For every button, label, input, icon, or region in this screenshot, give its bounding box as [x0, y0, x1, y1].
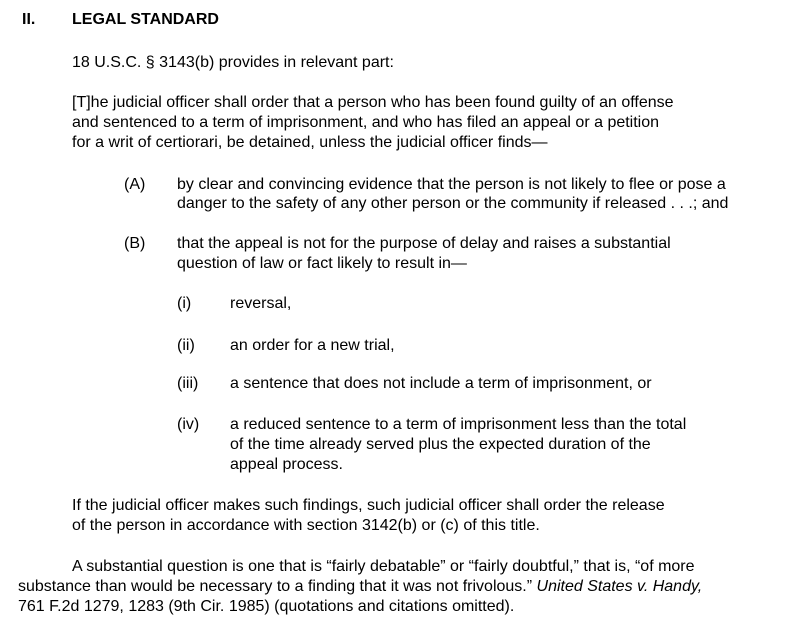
quote-line: for a writ of certiorari, be detained, unless the judicial officer finds—: [72, 134, 548, 151]
analysis-line: [18, 577, 702, 597]
subitem-label-iv: (iv): [177, 416, 200, 433]
subitem-label-ii: (ii): [177, 337, 195, 354]
section-title: LEGAL STANDARD: [72, 11, 219, 28]
item-text-b: question of law or fact likely to result in—: [177, 255, 467, 272]
item-label-b: (B): [124, 235, 146, 252]
case-citation: United States v. Handy,: [536, 578, 703, 595]
analysis-text: substance than would be necessary to a finding that it was not frivolous.”: [18, 578, 537, 595]
subitem-text-i: reversal,: [230, 295, 292, 312]
subitem-text-ii: an order for a new trial,: [230, 337, 395, 354]
subitem-label-iii: (iii): [177, 375, 199, 392]
quote-line: and sentenced to a term of imprisonment, and who has filed an appeal or a petition: [72, 114, 660, 131]
subitem-text-iv: appeal process.: [230, 456, 343, 473]
item-text-b: that the appeal is not for the purpose of delay and raises a substantial: [177, 235, 671, 252]
quote-closing-line: of the person in accordance with section 3142(b) or (c) of this title.: [72, 517, 540, 534]
quote-closing-line: If the judicial officer makes such findings, such judicial officer shall order the release: [72, 497, 665, 514]
section-number: II.: [22, 11, 36, 28]
item-text-a: by clear and convincing evidence that the person is not likely to flee or pose a: [177, 176, 726, 193]
item-label-a: (A): [124, 176, 146, 193]
item-text-a: danger to the safety of any other person or the community if released . . .; and: [177, 195, 729, 212]
subitem-text-iii: a sentence that does not include a term of imprisonment, or: [230, 375, 652, 392]
analysis-line: 761 F.2d 1279, 1283 (9th Cir. 1985) (quotations and citations omitted).: [18, 598, 515, 615]
intro-text: 18 U.S.C. § 3143(b) provides in relevant part:: [72, 54, 394, 71]
subitem-text-iv: of the time already served plus the expected duration of the: [230, 436, 651, 453]
subitem-text-iv: a reduced sentence to a term of imprisonment less than the total: [230, 416, 687, 433]
quote-line: [T]he judicial officer shall order that a person who has been found guilty of an offense: [72, 94, 674, 111]
subitem-label-i: (i): [177, 295, 192, 312]
analysis-line: A substantial question is one that is “fairly debatable” or “fairly doubtful,” that is, “of more: [72, 558, 695, 575]
